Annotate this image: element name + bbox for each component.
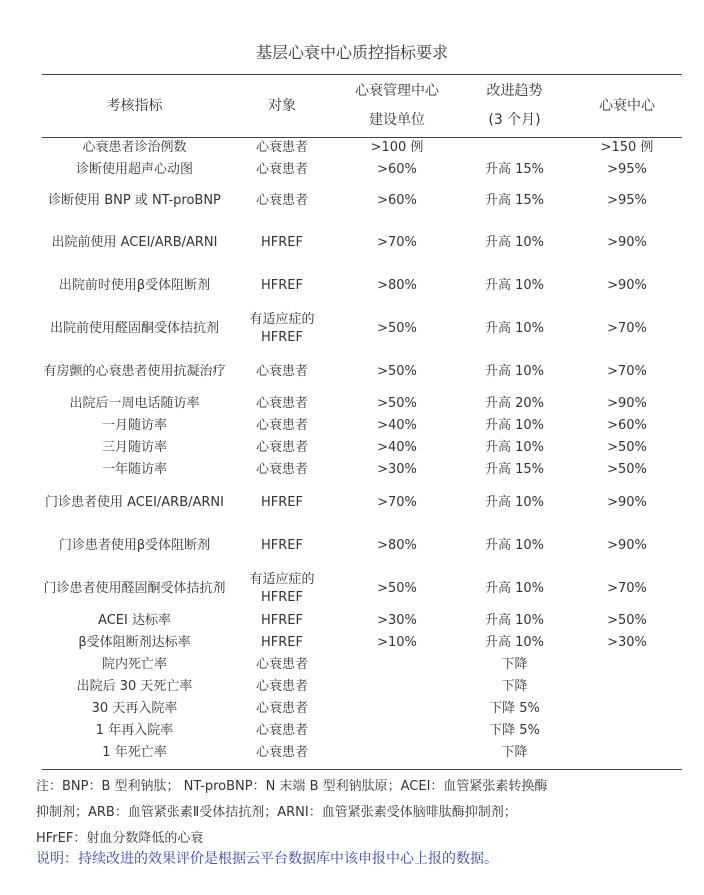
cell-unit: >60% bbox=[377, 162, 417, 177]
cell-unit: >70% bbox=[377, 234, 417, 250]
cell-center: >70% bbox=[607, 580, 647, 596]
cell-target: HFREF bbox=[261, 494, 303, 510]
cell-unit bbox=[337, 676, 457, 698]
cell-target: 心衰患者 bbox=[255, 745, 308, 760]
footnote-line: 注：BNP：B 型利钠肽； NT-proBNP：N 末端 B 型利钠肽原；ACEI：血管紧张素转换酶 bbox=[36, 779, 548, 794]
cell-indicator: 门诊患者使用β受体阻断剂 bbox=[58, 537, 211, 553]
cell-target: 心衰患者 bbox=[255, 440, 308, 455]
table-row bbox=[42, 137, 682, 159]
cell-unit: >50% bbox=[377, 320, 417, 336]
table-row bbox=[42, 181, 682, 221]
cell-target: 有适应症的 HFREF bbox=[249, 571, 315, 605]
cell-unit bbox=[337, 742, 457, 764]
cell-trend: 升高 10% bbox=[484, 635, 545, 650]
cell-center bbox=[572, 720, 682, 742]
header-unit-line2: 建设单位 bbox=[369, 112, 425, 128]
cell-unit: >60% bbox=[377, 193, 417, 208]
header-unit-line1: 心衰管理中心 bbox=[355, 83, 439, 99]
cell-indicator: 出院后 30 天死亡率 bbox=[76, 679, 193, 694]
cell-center: >70% bbox=[607, 363, 647, 379]
cell-target: 心衰患者 bbox=[255, 363, 308, 379]
cell-target: 心衰患者 bbox=[255, 701, 308, 716]
cell-unit bbox=[337, 720, 457, 742]
cell-center: >90% bbox=[607, 277, 647, 293]
cell-indicator: 门诊患者使用醛固酮受体拮抗剂 bbox=[43, 580, 226, 596]
cell-trend: 下降 5% bbox=[489, 723, 540, 738]
table-row bbox=[42, 676, 682, 698]
cell-center: >90% bbox=[607, 494, 647, 510]
cell-indicator: 出院后一周电话随访率 bbox=[69, 396, 200, 411]
cell-unit: >80% bbox=[377, 277, 417, 293]
cell-indicator: β受体阻断剂达标率 bbox=[78, 635, 191, 650]
cell-target: HFREF bbox=[261, 277, 303, 293]
cell-trend: 升高 10% bbox=[484, 613, 545, 628]
cell-trend: 升高 10% bbox=[484, 580, 545, 596]
cell-target: 心衰患者 bbox=[255, 193, 308, 208]
footnote-line: HFrEF：射血分数降低的心衰 bbox=[36, 831, 204, 846]
cell-target: 心衰患者 bbox=[255, 679, 308, 694]
cell-unit: >30% bbox=[377, 613, 417, 628]
table-row bbox=[42, 524, 682, 567]
cell-trend: 升高 10% bbox=[484, 320, 545, 336]
header-trend-line1: 改进趋势 bbox=[486, 83, 543, 99]
cell-center: >50% bbox=[607, 462, 647, 477]
cell-unit: >70% bbox=[377, 494, 417, 510]
table-row bbox=[42, 742, 682, 764]
cell-center: >70% bbox=[607, 320, 647, 336]
cell-trend: 下降 bbox=[501, 657, 528, 672]
cell-target: 有适应症的 HFREF bbox=[249, 311, 315, 345]
table-row bbox=[42, 481, 682, 524]
cell-trend: 升高 15% bbox=[484, 193, 545, 208]
table-row bbox=[42, 698, 682, 720]
cell-target: HFREF bbox=[261, 234, 303, 250]
cell-unit: >100 例 bbox=[370, 140, 424, 155]
table-row bbox=[42, 720, 682, 742]
table-row bbox=[42, 264, 682, 307]
cell-target: 心衰患者 bbox=[255, 140, 308, 155]
cell-indicator: 1 年死亡率 bbox=[102, 745, 167, 760]
cell-unit: >40% bbox=[377, 440, 417, 455]
table-row bbox=[42, 221, 682, 264]
cell-trend: 升高 10% bbox=[484, 234, 545, 250]
cell-trend: 升高 20% bbox=[484, 396, 545, 411]
cell-trend bbox=[457, 137, 572, 159]
cell-unit: >40% bbox=[377, 418, 417, 433]
cell-indicator: 出院前使用醛固酮受体拮抗剂 bbox=[49, 320, 219, 336]
cell-trend: 升高 15% bbox=[484, 462, 545, 477]
cell-target: 心衰患者 bbox=[255, 162, 308, 177]
header-trend-line2: (3 个月) bbox=[488, 112, 541, 128]
table-row bbox=[42, 632, 682, 654]
cell-center: >95% bbox=[607, 162, 647, 177]
cell-indicator: 三月随访率 bbox=[101, 440, 167, 455]
document-title: 基层心衰中心质控指标要求 bbox=[255, 43, 448, 62]
cell-center: >30% bbox=[607, 635, 647, 650]
table-row bbox=[42, 459, 682, 481]
cell-center: >90% bbox=[607, 396, 647, 411]
cell-indicator: 出院前使用 ACEI/ARB/ARNI bbox=[51, 234, 218, 250]
cell-center: >90% bbox=[607, 537, 647, 553]
cell-center bbox=[572, 698, 682, 720]
cell-indicator: 心衰患者诊治例数 bbox=[82, 140, 187, 155]
quality-indicator-table bbox=[42, 75, 682, 764]
footnotes bbox=[36, 774, 676, 852]
description-note: 说明：持续改进的效果评价是根据云平台数据库中该申报中心上报的数据。 bbox=[36, 851, 498, 867]
cell-indicator: 一年随访率 bbox=[101, 462, 167, 477]
cell-unit bbox=[337, 654, 457, 676]
cell-target: 心衰患者 bbox=[255, 418, 308, 433]
cell-center: >50% bbox=[607, 613, 647, 628]
cell-target: HFREF bbox=[261, 635, 303, 650]
cell-trend: 升高 10% bbox=[484, 440, 545, 455]
table-row bbox=[42, 437, 682, 459]
cell-indicator: 一月随访率 bbox=[101, 418, 167, 433]
cell-center: >90% bbox=[607, 234, 647, 250]
cell-center: >60% bbox=[607, 418, 647, 433]
cell-center bbox=[572, 654, 682, 676]
table-row bbox=[42, 654, 682, 676]
cell-indicator: 门诊患者使用 ACEI/ARB/ARNI bbox=[44, 494, 224, 510]
header-trend bbox=[457, 75, 572, 137]
cell-unit: >50% bbox=[377, 396, 417, 411]
cell-unit: >80% bbox=[377, 537, 417, 553]
cell-trend: 升高 15% bbox=[484, 162, 545, 177]
cell-unit: >50% bbox=[377, 363, 417, 379]
header-center: 心衰中心 bbox=[599, 97, 655, 114]
cell-unit: >10% bbox=[377, 635, 417, 650]
table-row bbox=[42, 393, 682, 415]
cell-indicator: 诊断使用超声心动图 bbox=[75, 162, 193, 177]
cell-indicator: 诊断使用 BNP 或 NT-proBNP bbox=[48, 193, 221, 208]
cell-indicator: ACEI 达标率 bbox=[98, 613, 171, 628]
cell-indicator: 30 天再入院率 bbox=[91, 701, 178, 716]
table-row bbox=[42, 307, 682, 350]
cell-unit: >30% bbox=[377, 462, 417, 477]
cell-indicator: 有房颤的心衰患者使用抗凝治疗 bbox=[43, 363, 226, 379]
cell-trend: 升高 10% bbox=[484, 494, 545, 510]
cell-target: 心衰患者 bbox=[255, 396, 308, 411]
header-unit bbox=[337, 75, 457, 137]
cell-trend: 升高 10% bbox=[484, 537, 545, 553]
cell-target: HFREF bbox=[261, 537, 303, 553]
cell-target: 心衰患者 bbox=[255, 657, 308, 672]
cell-trend: 升高 10% bbox=[484, 277, 545, 293]
cell-indicator: 1 年再入院率 bbox=[95, 723, 174, 738]
table-row bbox=[42, 415, 682, 437]
cell-trend: 升高 10% bbox=[484, 418, 545, 433]
cell-target: 心衰患者 bbox=[255, 462, 308, 477]
table-header-row bbox=[42, 75, 682, 137]
table-row bbox=[42, 350, 682, 393]
cell-center: >50% bbox=[607, 440, 647, 455]
cell-target: HFREF bbox=[261, 613, 303, 628]
cell-indicator: 院内死亡率 bbox=[101, 657, 167, 672]
table-row bbox=[42, 159, 682, 181]
cell-center: >95% bbox=[607, 193, 647, 208]
table-row bbox=[42, 610, 682, 632]
cell-target: 心衰患者 bbox=[255, 723, 308, 738]
header-indicator: 考核指标 bbox=[106, 97, 163, 114]
header-target: 对象 bbox=[268, 97, 296, 114]
cell-unit bbox=[337, 698, 457, 720]
table-row bbox=[42, 567, 682, 610]
cell-trend: 下降 5% bbox=[489, 701, 540, 716]
cell-unit: >50% bbox=[377, 580, 417, 596]
table-bottom-rule bbox=[42, 769, 682, 770]
cell-center: >150 例 bbox=[600, 140, 654, 155]
cell-trend: 下降 bbox=[501, 745, 528, 760]
cell-center bbox=[572, 742, 682, 764]
cell-indicator: 出院前时使用β受体阻断剂 bbox=[58, 277, 211, 293]
cell-trend: 下降 bbox=[501, 679, 528, 694]
cell-center bbox=[572, 676, 682, 698]
cell-trend: 升高 10% bbox=[484, 363, 545, 379]
footnote-line: 抑制剂；ARB：血管紧张素Ⅱ受体拮抗剂；ARNI：血管紧张素受体脑啡肽酶抑制剂； bbox=[36, 805, 517, 820]
